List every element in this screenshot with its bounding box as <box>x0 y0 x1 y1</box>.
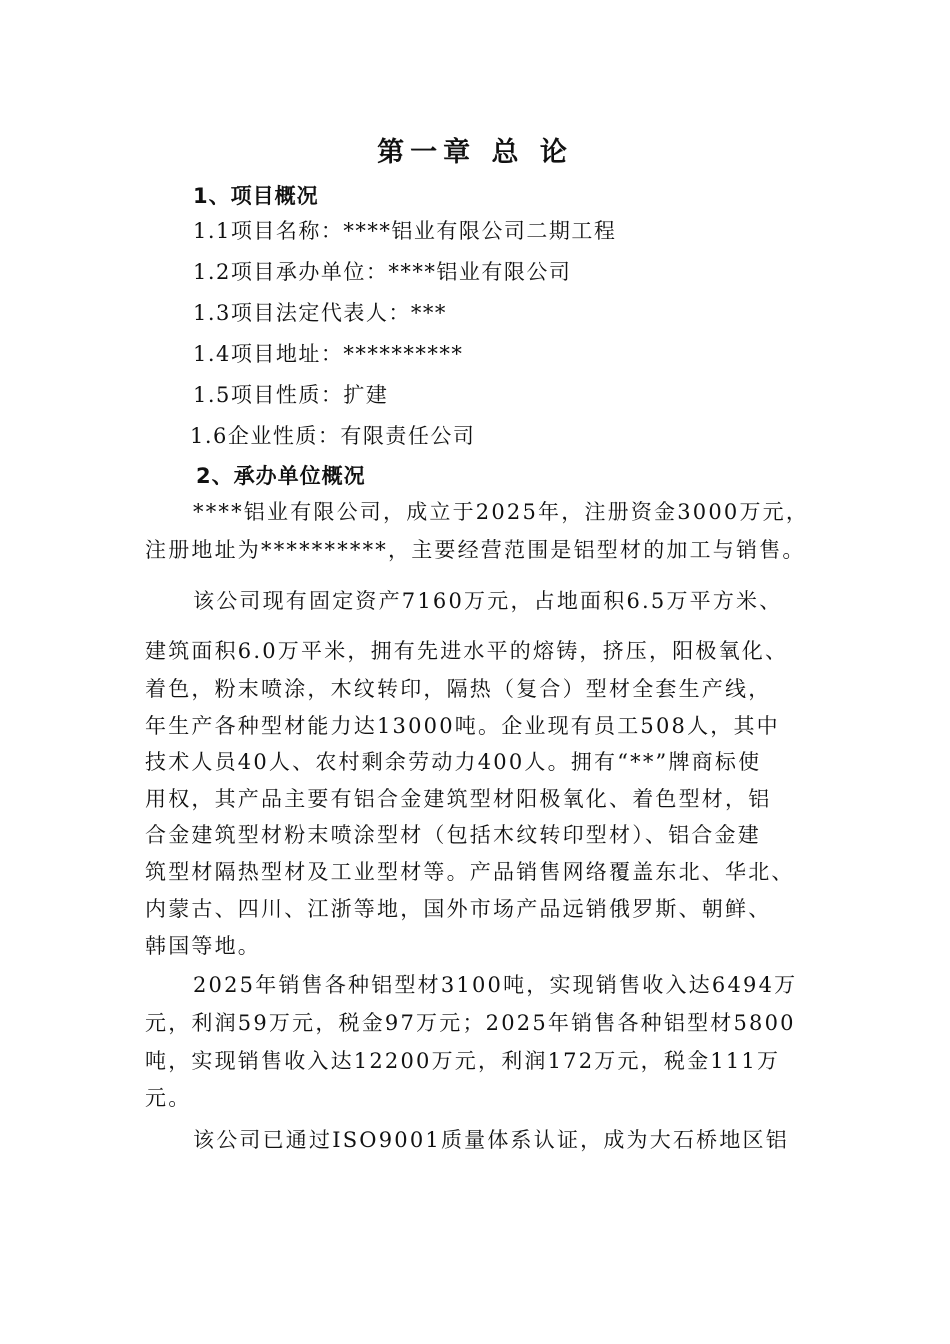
item-enterprise-nature: 1.6企业性质：有限责任公司 <box>190 424 476 448</box>
section-2-heading: 2、承办单位概况 <box>196 464 366 488</box>
section-1-heading: 1、项目概况 <box>193 184 319 208</box>
paragraph-line: 建筑面积6.0万平米，拥有先进水平的熔铸，挤压，阳极氧化、 <box>145 639 789 663</box>
item-project-name: 1.1项目名称：****铝业有限公司二期工程 <box>193 219 617 243</box>
paragraph-line: 技术人员40人、农村剩余劳动力400人。拥有“**”牌商标使 <box>145 750 762 774</box>
chapter-title: 第一章 总 论 <box>377 137 573 168</box>
paragraph-line: 该公司已通过ISO9001质量体系认证，成为大石桥地区铝 <box>193 1128 789 1152</box>
paragraph-line: 元，利润59万元，税金97万元；2025年销售各种铝型材5800 <box>145 1011 796 1035</box>
item-legal-representative: 1.3项目法定代表人：*** <box>193 301 447 325</box>
paragraph-line: 用权，其产品主要有铝合金建筑型材阳极氧化、着色型材，铝 <box>145 787 772 811</box>
paragraph-line: 筑型材隔热型材及工业型材等。产品销售网络覆盖东北、华北、 <box>145 860 795 884</box>
item-project-undertaker: 1.2项目承办单位：****铝业有限公司 <box>193 260 572 284</box>
paragraph-line: 吨，实现销售收入达12200万元，利润172万元，税金111万 <box>145 1049 781 1073</box>
paragraph-line: 该公司现有固定资产7160万元，占地面积6.5万平方米、 <box>193 589 783 613</box>
paragraph-line: 元。 <box>145 1086 192 1110</box>
item-project-nature: 1.5项目性质：扩建 <box>193 383 389 407</box>
paragraph-line: 内蒙古、四川、江浙等地，国外市场产品远销俄罗斯、朝鲜、 <box>145 897 772 921</box>
paragraph-line: ****铝业有限公司，成立于2025年，注册资金3000万元， <box>193 500 810 524</box>
paragraph-line: 韩国等地。 <box>145 934 261 958</box>
item-project-address: 1.4项目地址：********** <box>193 342 464 366</box>
paragraph-line: 注册地址为**********，主要经营范围是铝型材的加工与销售。 <box>145 538 806 562</box>
paragraph-line: 着色，粉末喷涂，木纹转印，隔热（复合）型材全套生产线， <box>145 677 772 701</box>
paragraph-line: 合金建筑型材粉末喷涂型材（包括木纹转印型材）、铝合金建 <box>145 823 761 847</box>
paragraph-line: 2025年销售各种铝型材3100吨，实现销售收入达6494万 <box>193 973 798 997</box>
paragraph-line: 年生产各种型材能力达13000吨。企业现有员工508人，其中 <box>145 714 780 738</box>
